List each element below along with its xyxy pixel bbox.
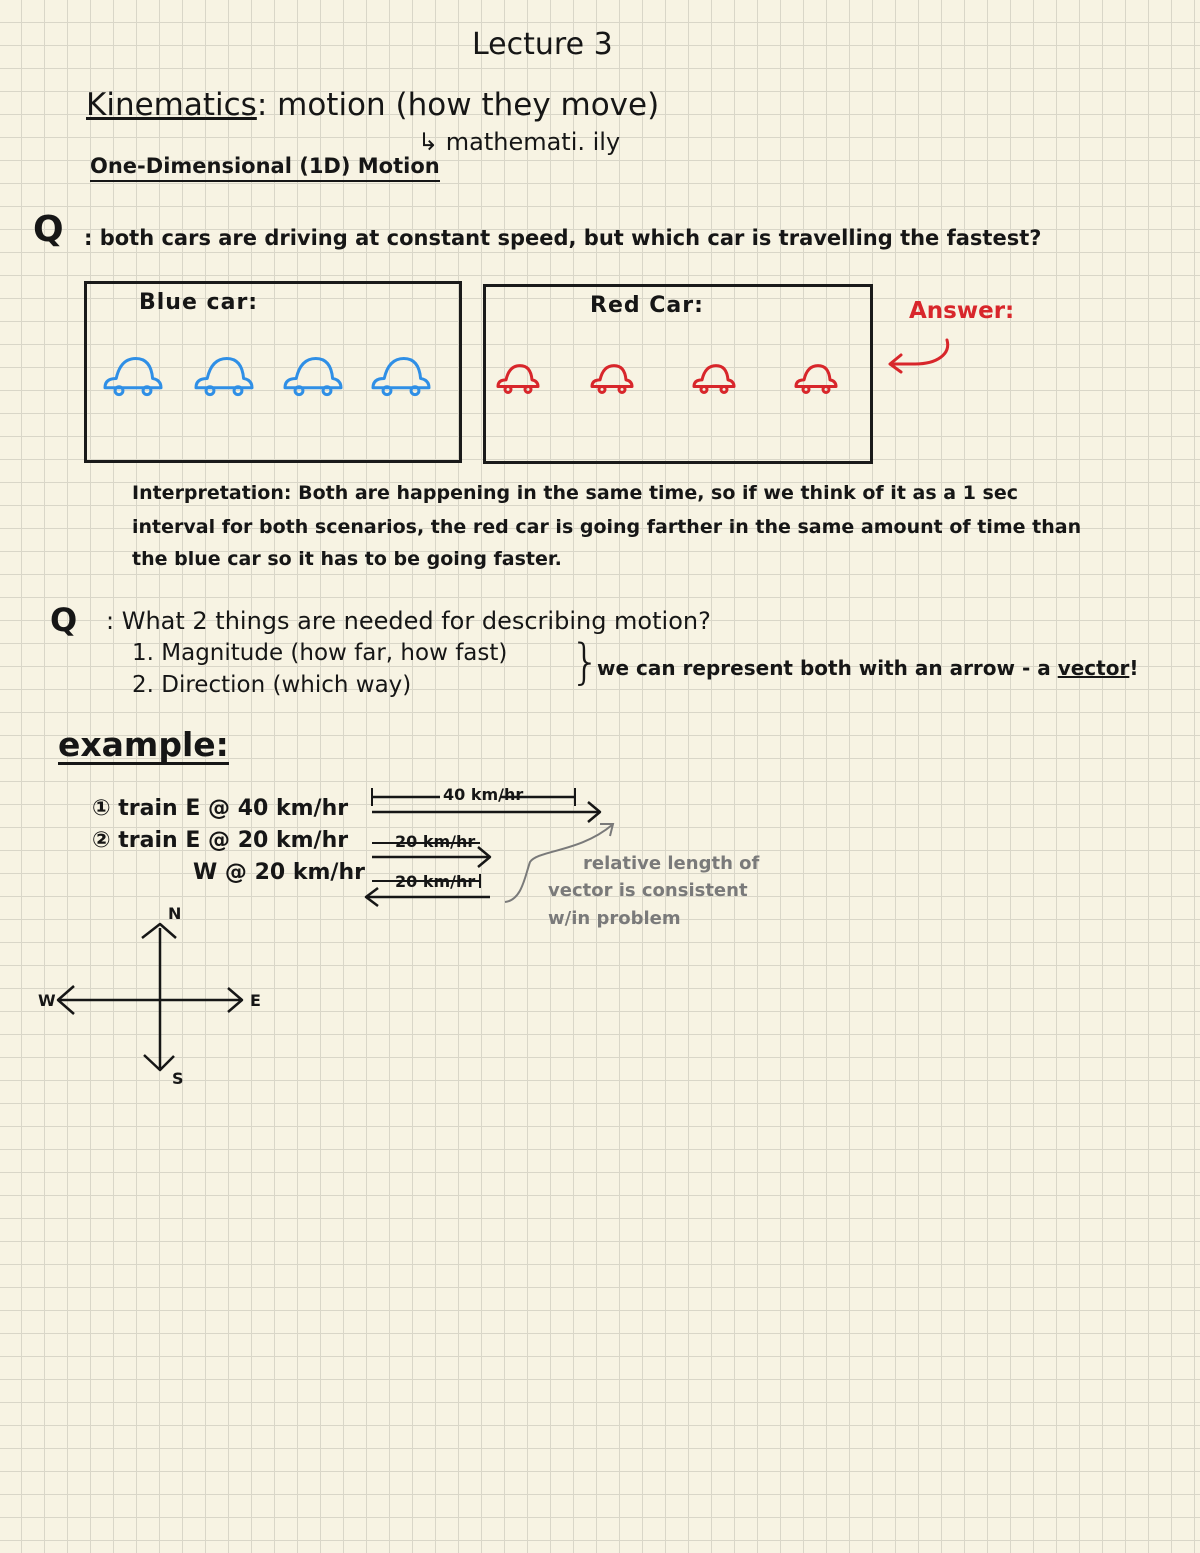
wheel — [803, 387, 809, 393]
wheel — [115, 387, 123, 395]
red-car-icon — [498, 366, 538, 393]
blue-car-icon — [373, 358, 429, 394]
brace: } — [570, 634, 601, 690]
blue-car-icon — [105, 358, 161, 394]
wheel — [323, 387, 331, 395]
wheel — [234, 387, 242, 395]
wheel — [823, 387, 829, 393]
vector-20-east-label: 20 km/hr — [395, 832, 476, 851]
question1-mark: Q — [33, 209, 64, 250]
question2-mark: Q — [50, 601, 78, 639]
vector-note-prefix: we can represent both with an arrow - a — [597, 656, 1058, 680]
red-cars — [486, 287, 870, 461]
compass-west: W — [38, 991, 56, 1010]
interpretation-line-1: Interpretation: Both are happening in the same time, so if we think of it as a 1 sec — [132, 482, 1018, 504]
answer-arrow-icon — [885, 336, 955, 376]
compass-east: E — [250, 991, 261, 1010]
answer-label: Answer: — [909, 298, 1015, 324]
blue-car-label: Blue car: — [139, 290, 259, 315]
wheel — [619, 387, 625, 393]
wheel — [143, 387, 151, 395]
kinematics-sub: ↳ mathemati. ily — [418, 128, 621, 156]
interpretation-line-2: interval for both scenarios, the red car is going farther in the same amount of time than — [132, 516, 1082, 538]
red-car-icon — [694, 366, 734, 393]
list-item-magnitude: 1. Magnitude (how far, how fast) — [132, 640, 508, 666]
vector-40-label: 40 km/hr — [443, 785, 524, 804]
vector-note-line-1: relative length of — [583, 853, 760, 874]
wheel — [206, 387, 214, 395]
vector-note — [597, 658, 1138, 678]
wheel — [295, 387, 303, 395]
question2-text: : What 2 things are needed for describing motion? — [106, 607, 711, 635]
page-title: Lecture 3 — [472, 27, 613, 62]
kinematics-line — [86, 87, 660, 123]
vector-note-term: vector — [1057, 656, 1130, 680]
compass-south: S — [172, 1069, 184, 1088]
wheel — [525, 387, 531, 393]
kinematics-definition: : motion (how they move) — [256, 87, 660, 123]
compass-north: N — [168, 904, 182, 923]
red-car-label: Red Car: — [590, 293, 704, 318]
section-heading: One-Dimensional (1D) Motion — [90, 156, 440, 182]
wheel — [701, 387, 707, 393]
red-car-icon — [592, 366, 632, 393]
blue-car-icon — [285, 358, 341, 394]
wheel — [505, 387, 511, 393]
vector-20-west-label: 20 km/hr — [395, 872, 476, 891]
question1-text: : both cars are driving at constant speed, but which car is travelling the fastest? — [84, 226, 1042, 250]
train-2-west: W @ 20 km/hr — [193, 860, 365, 885]
kinematics-term: Kinematics — [86, 87, 257, 123]
train-2: ② train E @ 20 km/hr — [92, 828, 349, 853]
train-1: ① train E @ 40 km/hr — [92, 796, 349, 821]
red-car-icon — [796, 366, 836, 393]
wheel — [721, 387, 727, 393]
interpretation-line-3: the blue car so it has to be going faster. — [132, 548, 562, 570]
blue-car-box — [84, 281, 462, 463]
vector-note-suffix: ! — [1129, 656, 1139, 680]
example-heading: example: — [58, 725, 229, 764]
wheel — [383, 387, 391, 395]
blue-car-icon — [196, 358, 252, 394]
blue-cars — [87, 284, 459, 460]
red-car-box — [483, 284, 873, 464]
vector-note-line-2: vector is consistent — [548, 880, 748, 901]
wheel — [411, 387, 419, 395]
wheel — [599, 387, 605, 393]
compass-diagram — [30, 900, 280, 1100]
vector-note-line-3: w/in problem — [548, 908, 681, 929]
list-item-direction: 2. Direction (which way) — [132, 672, 412, 698]
